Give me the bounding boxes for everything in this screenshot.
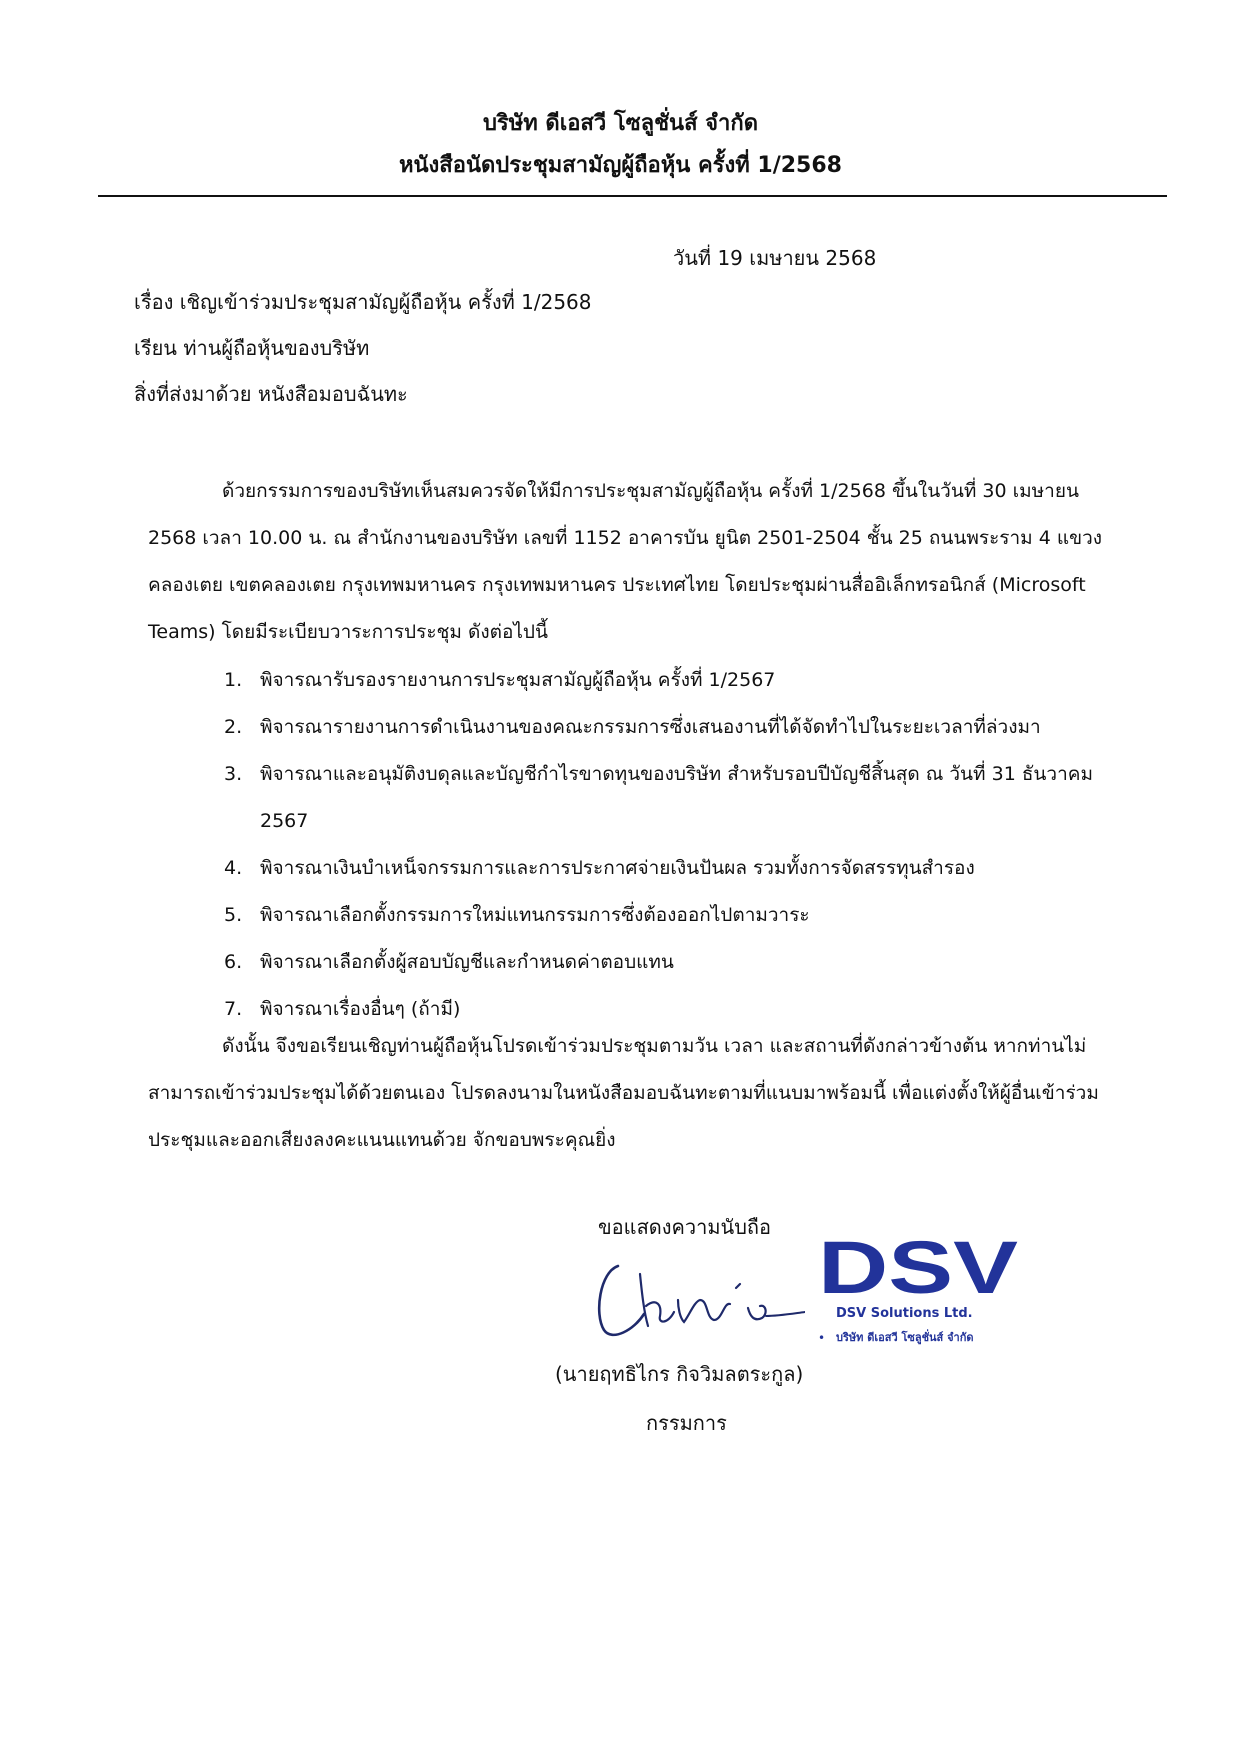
agenda-item-number: 6. [224,951,243,973]
agenda-item-text: พิจารณาเลือกตั้งกรรมการใหม่แทนกรรมการซึ่งต้องออกไปตามวาระ [260,904,810,926]
agenda-item [148,704,1128,751]
agenda-item [148,845,1128,892]
letter-date: วันที่ 19 เมษายน 2568 [673,246,877,270]
company-name: บริษัท ดีเอสวี โซลูชั่นส์ จำกัด [482,111,759,136]
agenda-item-text: พิจารณาและอนุมัติงบดุลและบัญชีกำไรขาดทุนของบริษัท สำหรับรอบปีบัญชีสิ้นสุด ณ วันที่ 31 ธันวาคม 2567 [260,763,1093,832]
agenda-item-number: 3. [224,763,243,785]
body-paragraph-intro: ด้วยกรรมการของบริษัทเห็นสมควรจัดให้มีการประชุมสามัญผู้ถือหุ้น ครั้งที่ 1/2568 ขึ้นในวันที่ 30 เมษายน 2568 เวลา 10.00 น. ณ สำนักงานของบริษัท เลขที่ 1152 อาคารบัน ยูนิต 2501-2504 ชั้น 25 ถนนพระราม 4 แขวง คลองเตย เขตคลองเตย กรุงเทพมหานคร กรุงเทพมหานคร ประเทศไทย โดยประชุมผ่านสื่ออิเล็กทรอนิกส์ (Microsoft Teams) โดยมีระเบียบวาระการประชุม ดังต่อไปนี้ [148,480,1103,643]
agenda-item-text: พิจารณาเรื่องอื่นๆ (ถ้ามี) [260,998,461,1020]
body-paragraph-closing: ดังนั้น จึงขอเรียนเชิญท่านผู้ถือหุ้นโปรดเข้าร่วมประชุมตามวัน เวลา และสถานที่ดังกล่าวข้างต้น หากท่านไม่สามารถเข้าร่วมประชุมได้ด้วยตนเอง โปรดลงนามในหนังสือมอบฉันทะตามที่แนบมาพร้อมนี้ เพื่อแต่งตั้งให้ผู้อื่นเข้าร่วมประชุมและออกเสียงลงคะแนนแทนด้วย จักขอบพระคุณยิ่ง [148,1035,1099,1151]
agenda-item [148,892,1128,939]
signer-name: (นายฤทธิไกร กิจวิมลตระกูล) [555,1362,804,1386]
agenda-item-number: 5. [224,904,243,926]
dsv-logo-icon [818,1233,1028,1303]
stamp-bullet: • [818,1331,826,1345]
agenda-item-text: พิจารณาเลือกตั้งผู้สอบบัญชีและกำหนดค่าตอบแทน [260,951,674,973]
closing-salutation: ขอแสดงความนับถือ [598,1215,772,1239]
letter-enclosure: สิ่งที่ส่งมาด้วย หนังสือมอบฉันทะ [134,382,408,406]
document-title: หนังสือนัดประชุมสามัญผู้ถือหุ้น ครั้งที่ 1/2568 [399,153,842,178]
letter-header [0,103,1241,187]
agenda-item-text: พิจารณารายงานการดำเนินงานของคณะกรรมการซึ่งเสนองานที่ได้จัดทำไปในระยะเวลาที่ล่วงมา [260,716,1041,738]
letter-recipient: เรียน ท่านผู้ถือหุ้นของบริษัท [134,336,370,360]
agenda-item-text: พิจารณารับรองรายงานการประชุมสามัญผู้ถือหุ้น ครั้งที่ 1/2567 [260,669,776,691]
agenda-item-number: 1. [224,669,243,691]
header-divider [98,195,1167,197]
dsv-logo-text: DSV [818,1233,1018,1303]
agenda-list [148,657,1128,1033]
agenda-item-text: พิจารณาเงินบำเหน็จกรรมการและการประกาศจ่ายเงินปันผล รวมทั้งการจัดสรรทุนสำรอง [260,857,975,879]
stamp-company-th: บริษัท ดีเอสวี โซลูชั่นส์ จำกัด [836,1331,974,1344]
agenda-item-number: 4. [224,857,243,879]
agenda-item-number: 7. [224,998,243,1020]
handwritten-signature [590,1244,805,1349]
agenda-item-number: 2. [224,716,243,738]
letter-subject: เรื่อง เชิญเข้าร่วมประชุมสามัญผู้ถือหุ้น ครั้งที่ 1/2568 [134,290,592,314]
agenda-item [148,751,1128,845]
company-stamp [818,1233,1028,1351]
agenda-item [148,657,1128,704]
stamp-company-en: DSV Solutions Ltd. [836,1306,973,1321]
signer-title: กรรมการ [646,1411,727,1435]
agenda-item [148,939,1128,986]
